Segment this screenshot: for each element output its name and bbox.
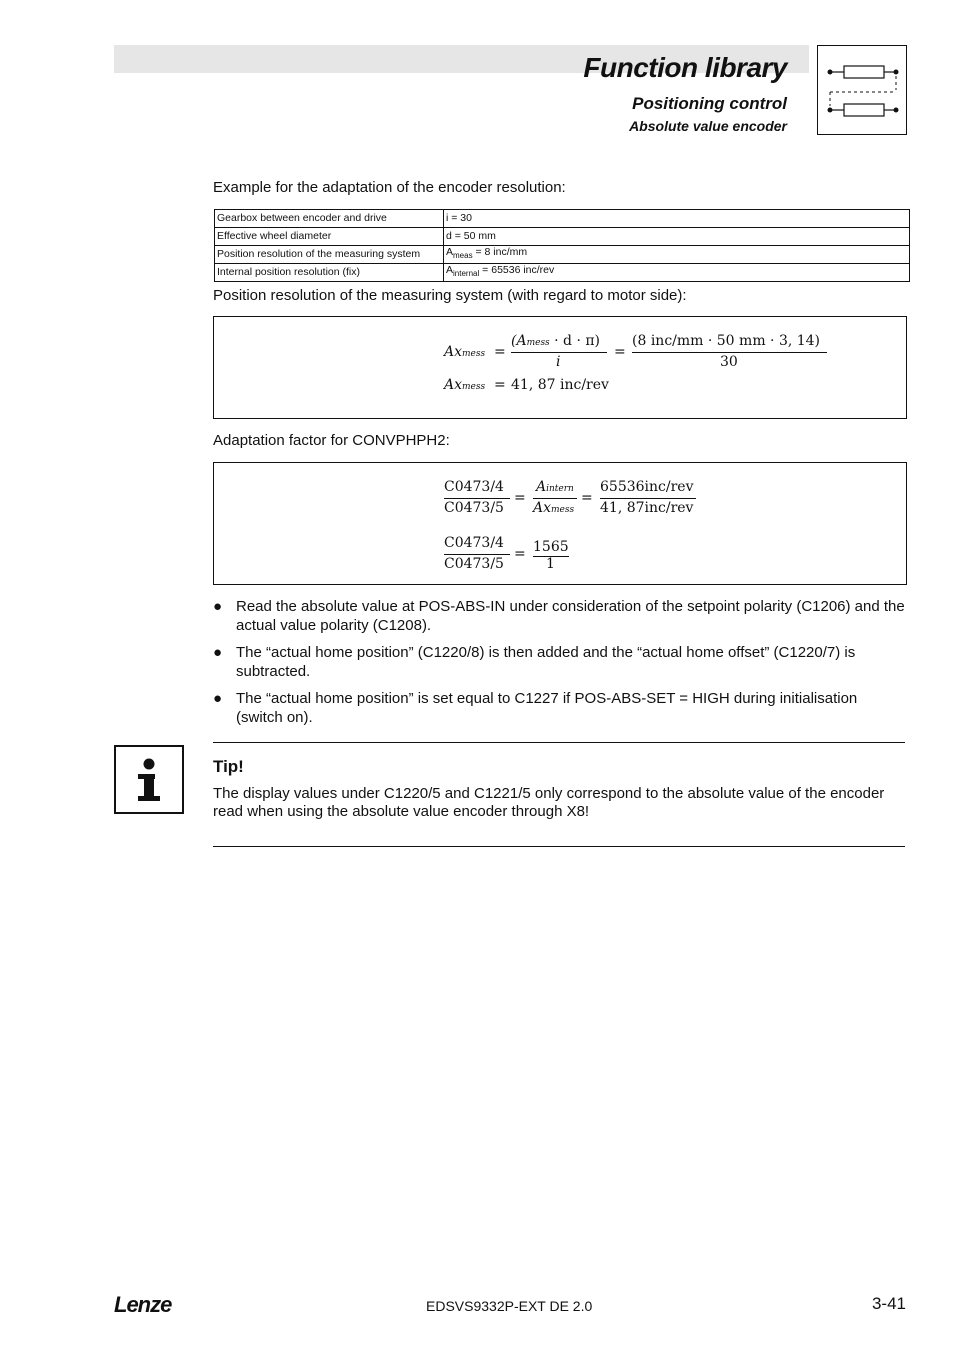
- table-cell-label: Gearbox between encoder and drive: [215, 210, 444, 228]
- value-rest: = 65536 inc/rev: [479, 264, 555, 277]
- value-symbol: A: [446, 246, 454, 259]
- formula-equals: =: [494, 377, 506, 393]
- info-icon: [114, 745, 184, 814]
- table-cell-value: [444, 246, 910, 264]
- divider: [213, 742, 905, 743]
- table-row: [215, 264, 910, 282]
- formula-denominator: C0473/5: [444, 556, 504, 572]
- formula-numerator: Aintern: [536, 479, 574, 495]
- tip-body: The display values under C1220/5 and C1221/5 only correspond to the absolute value of the encoder read when using the absolute value encoder through X8!: [213, 785, 885, 820]
- formula-numerator: 65536inc/rev: [600, 479, 694, 495]
- formula-denominator: 41, 87inc/rev: [600, 500, 694, 516]
- parameter-table: [214, 209, 910, 282]
- formula-numerator-2: (8 inc/mm · 50 mm · 3, 14): [632, 333, 821, 349]
- formula-numerator: 1565: [533, 539, 569, 555]
- page-number: 3-41: [871, 1294, 906, 1313]
- fraction-line: [444, 498, 510, 499]
- table-cell-value: [444, 264, 910, 282]
- bullet-icon: ●: [213, 690, 223, 707]
- formula-numerator-1: (Amess · d · π): [511, 333, 601, 349]
- fraction-line: [533, 498, 577, 499]
- table-row: [215, 246, 910, 264]
- value-subscript: internal: [453, 269, 480, 279]
- subsection-title: Absolute value encoder: [629, 118, 787, 134]
- formula-denominator-1: i: [556, 354, 561, 370]
- intro-text: Example for the adaptation of the encoder resolution:: [213, 179, 566, 196]
- table-cell-label: Internal position resolution (fix): [215, 264, 444, 282]
- list-item-text: The “actual home position” (C1220/8) is then added and the “actual home offset” (C1220/7) is subtracted.: [236, 644, 856, 680]
- document-id: EDSVS9332P-EXT DE 2.0: [426, 1298, 593, 1314]
- formula-result: 41, 87 inc/rev: [511, 377, 609, 393]
- fraction-line: [632, 352, 827, 353]
- section-title: Positioning control: [632, 94, 787, 113]
- formula-denominator: 1: [546, 556, 555, 572]
- formula-equals: =: [581, 490, 593, 506]
- formula-box-adaptation: [213, 462, 907, 585]
- formula-equals: =: [514, 546, 526, 562]
- formula-equals: =: [494, 344, 506, 360]
- tip-heading: Tip!: [213, 757, 244, 776]
- formula-denominator: Axmess: [533, 500, 575, 516]
- section-text-adaptation: Adaptation factor for CONVPHPH2:: [213, 432, 450, 449]
- bullet-icon: ●: [213, 644, 223, 661]
- formula-lhs: Axmess: [444, 377, 486, 393]
- list-item: [213, 690, 908, 727]
- fraction-line: [600, 498, 696, 499]
- formula-denominator: C0473/5: [444, 500, 504, 516]
- formula-denominator-2: 30: [720, 354, 738, 370]
- fraction-line: [444, 554, 510, 555]
- table-cell-label: Position resolution of the measuring system: [215, 246, 444, 264]
- formula-lhs: Axmess: [444, 344, 486, 360]
- list-item-text: The “actual home position” is set equal to C1227 if POS-ABS-SET = HIGH during initialisation (switch on).: [236, 690, 858, 726]
- table-cell-value: d = 50 mm: [444, 228, 910, 246]
- table-cell-label: Effective wheel diameter: [215, 228, 444, 246]
- section-text-resolution: Position resolution of the measuring system (with regard to motor side):: [213, 287, 687, 304]
- formula-numerator: C0473/4: [444, 535, 504, 551]
- formula-equals: =: [514, 490, 526, 506]
- fraction-line: [511, 352, 607, 353]
- function-block-icon: [817, 45, 907, 135]
- value-rest: = 8 inc/mm: [472, 246, 528, 259]
- formula-box-resolution: [213, 316, 907, 419]
- value-subscript: meas: [453, 251, 473, 261]
- lenze-logo: Lenze: [114, 1292, 172, 1317]
- list-item-text: Read the absolute value at POS-ABS-IN under consideration of the setpoint polarity (C1206) and the actual value polarity (C1208).: [236, 598, 905, 634]
- bullet-icon: ●: [213, 598, 223, 615]
- page-title: Function library: [583, 52, 787, 83]
- table-row: [215, 228, 910, 246]
- formula-equals: =: [614, 344, 626, 360]
- table-cell-value: i = 30: [444, 210, 910, 228]
- list-item: [213, 598, 908, 635]
- list-item: [213, 644, 908, 681]
- divider: [213, 846, 905, 847]
- table-row: [215, 210, 910, 228]
- value-symbol: A: [446, 264, 454, 277]
- formula-numerator: C0473/4: [444, 479, 504, 495]
